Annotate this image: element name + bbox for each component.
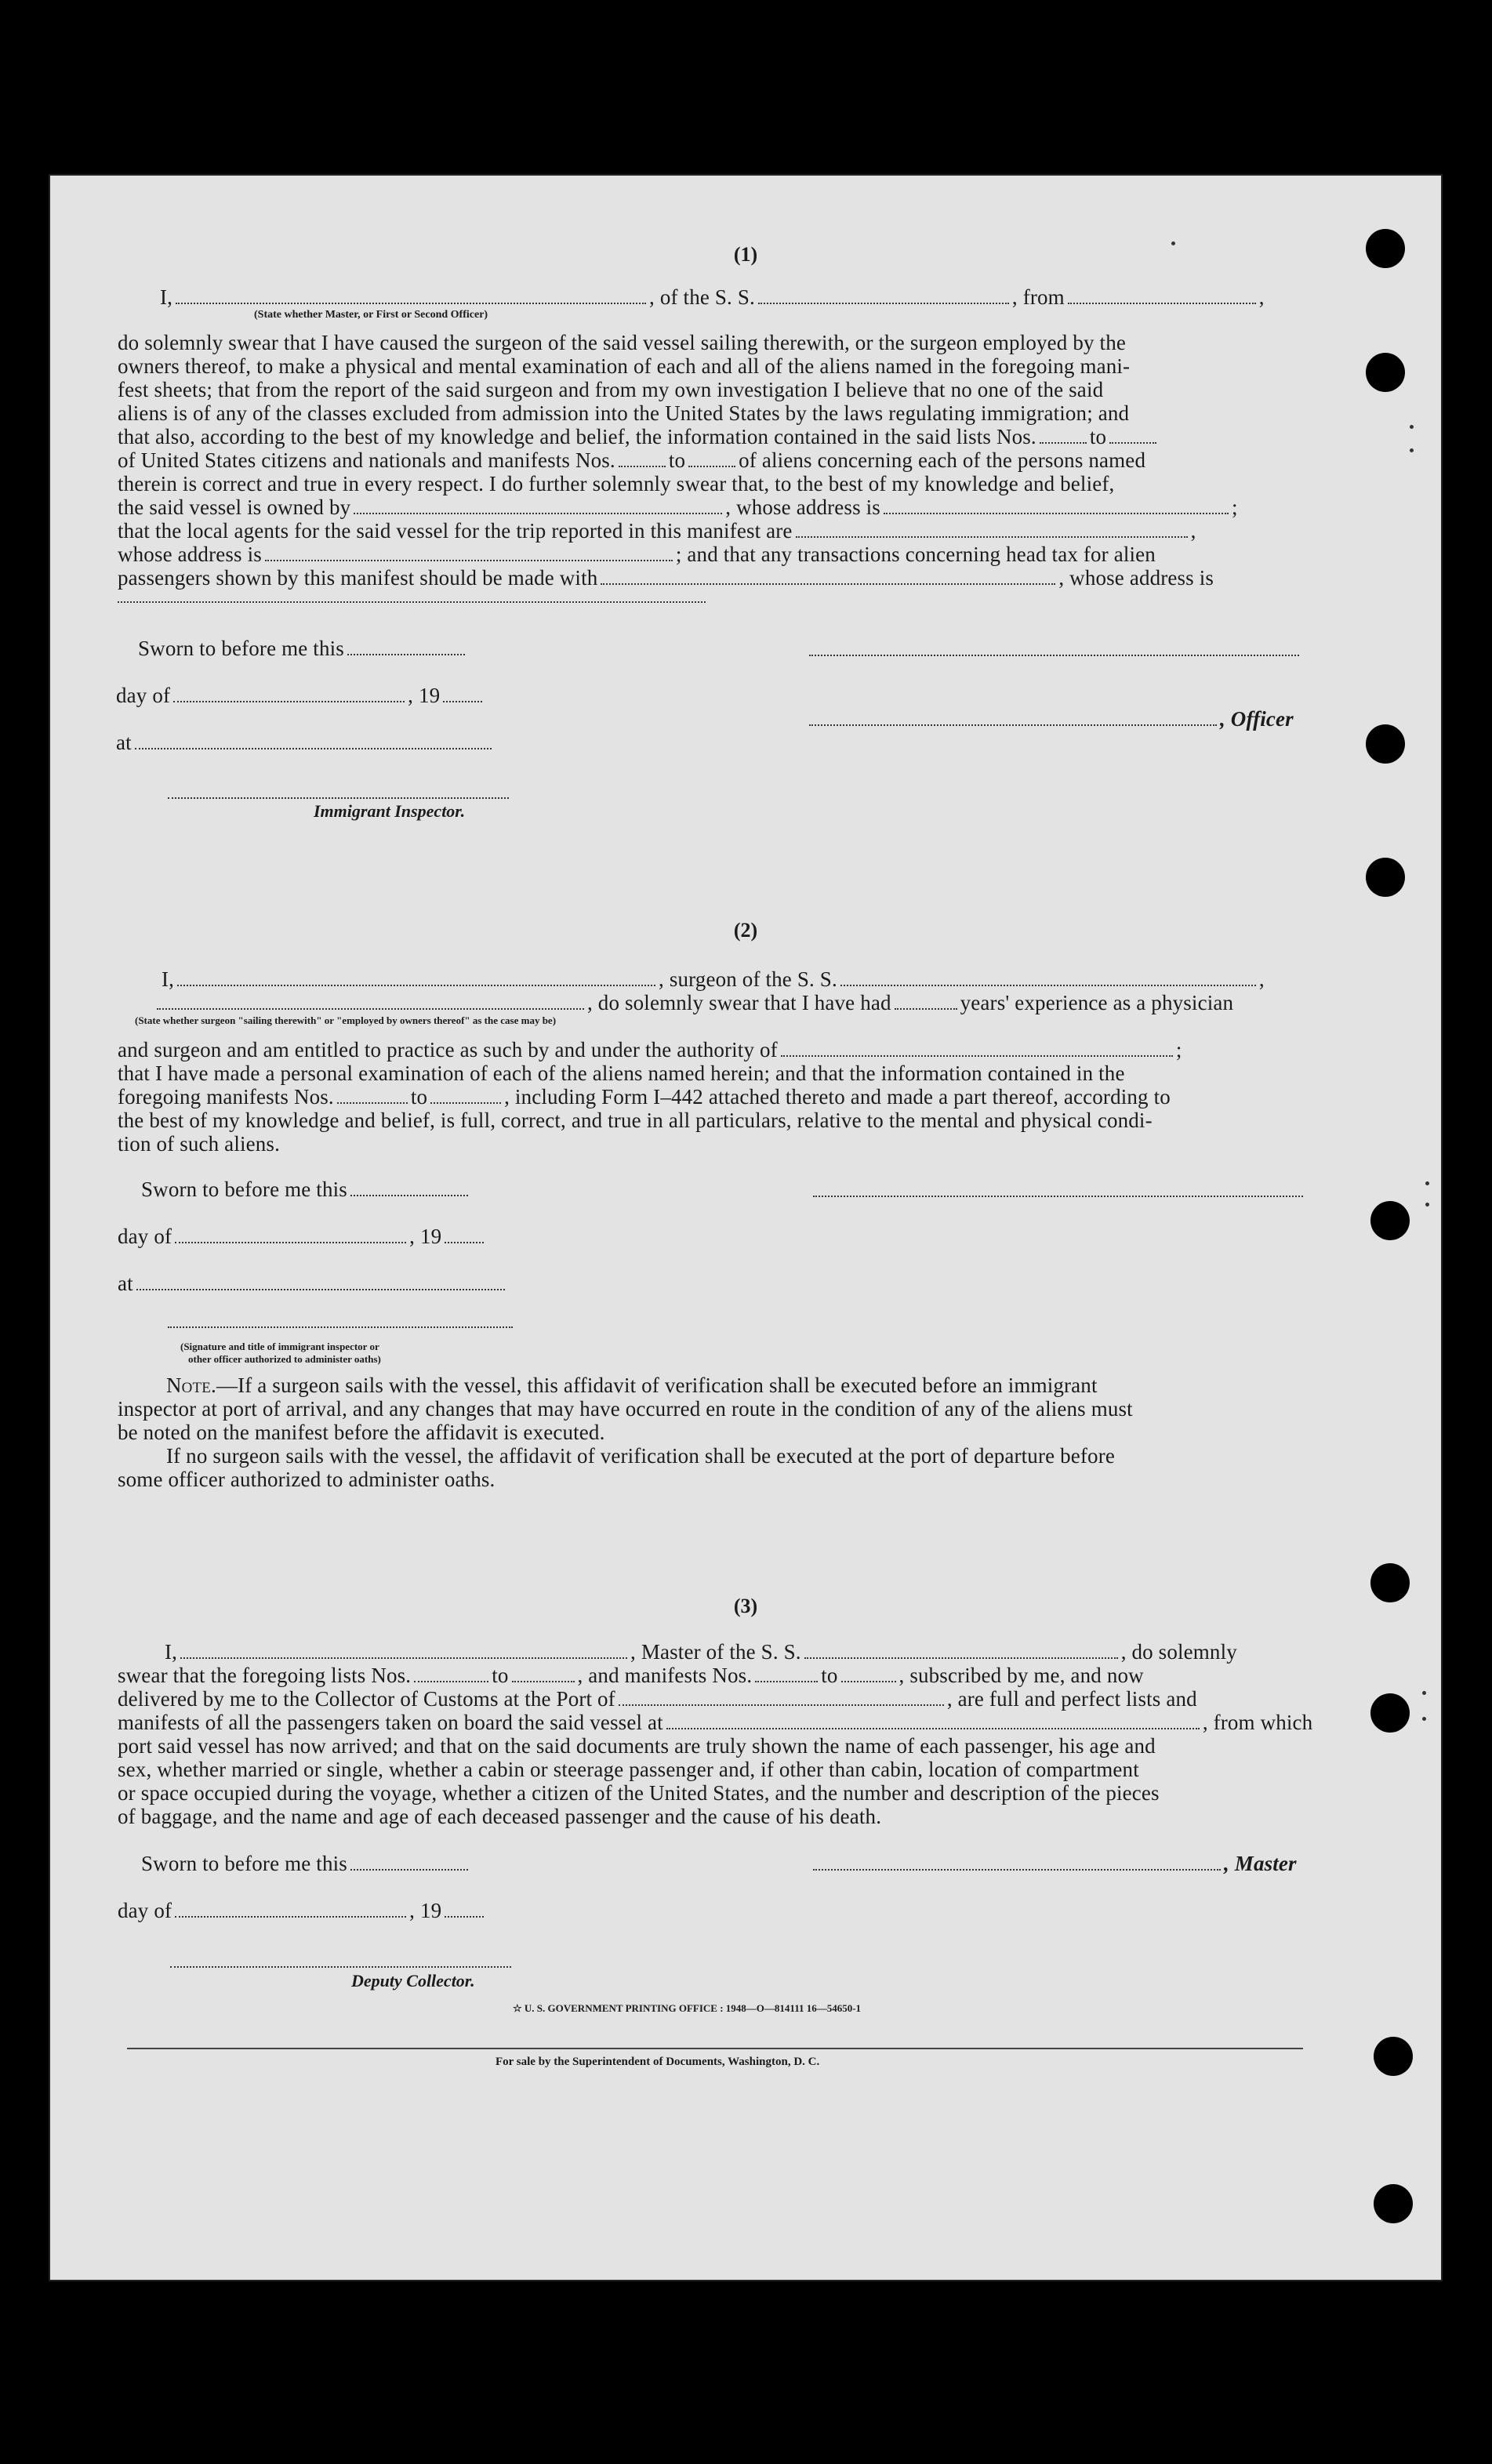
footer-sale-note: For sale by the Superintendent of Documents, Washington, D. C.: [496, 2056, 820, 2068]
s3-line-4: manifests of all the passengers taken on board the said vessel at , from which: [118, 1711, 1313, 1734]
s1-manifests-from-blank[interactable]: [619, 452, 666, 467]
s3-lists-to-blank[interactable]: [512, 1667, 575, 1682]
stray-mark: [1425, 1181, 1429, 1185]
s1-owner-address-blank[interactable]: [884, 499, 1229, 514]
s1-para-line-2: owners thereof, to make a physical and mental examination of each and all of the aliens named in the foregoing mani-: [118, 354, 1131, 378]
s1-inspector-signature-line[interactable]: [168, 797, 509, 799]
s1-vessel-blank[interactable]: [758, 288, 1009, 304]
section-3-number: (3): [733, 1595, 758, 1617]
binder-hole: [1370, 1201, 1410, 1240]
s3-lists-from-blank[interactable]: [414, 1667, 488, 1682]
s1-correct-line: therein is correct and true in every respect. I do further solemnly swear that, to the best of my knowledge and belief,: [118, 472, 1115, 495]
s2-line-7: tion of such aliens.: [118, 1132, 280, 1156]
s3-day-line: day of , 19: [118, 1899, 487, 1923]
s1-at-line: at: [116, 731, 495, 755]
section-2-number: (2): [733, 919, 758, 942]
s3-line-1: I, , Master of the S. S. , do solemnly: [165, 1640, 1237, 1664]
s3-para-line-1: port said vessel has now arrived; and that on the said documents are truly shown the name of each passenger, his age and: [118, 1734, 1156, 1758]
s3-collector-signature-line[interactable]: [170, 1966, 511, 1968]
binder-hole: [1366, 353, 1405, 392]
s1-address-continuation-blank[interactable]: [118, 601, 706, 603]
s1-para-line-1: do solemnly swear that I have caused the surgeon of the said vessel sailing therewith, or the surgeon employed by the: [118, 331, 1126, 354]
s3-line-3: delivered by me to the Collector of Customs at the Port of , are full and perfect lists and: [118, 1687, 1197, 1711]
binder-hole: [1374, 2184, 1413, 2223]
s1-lists-to-blank[interactable]: [1109, 428, 1156, 444]
s1-para-line-4: aliens is of any of the classes excluded from admission into the United States by the laws regulating immigration; and: [118, 401, 1130, 425]
stray-mark: [1410, 425, 1414, 429]
s2-note-label: Note.: [166, 1374, 216, 1397]
s2-vessel-blank[interactable]: [840, 971, 1256, 986]
s2-line-1: I, , surgeon of the S. S. ,: [162, 967, 1265, 991]
s2-sig-note-1: (Signature and title of immigrant inspector or: [180, 1341, 379, 1352]
s1-officer-line: , Officer: [809, 707, 1294, 731]
s1-sworn-day-blank[interactable]: [347, 640, 465, 655]
s2-at-blank[interactable]: [136, 1275, 505, 1290]
s3-para-line-2: sex, whether married or single, whether a cabin or steerage passenger and, if other than cabin, location of compartment: [118, 1758, 1139, 1781]
s2-sig-note-2: other officer authorized to administer oaths): [188, 1353, 381, 1365]
s2-manifests-to-blank[interactable]: [430, 1088, 501, 1104]
s3-vessel-blank[interactable]: [804, 1643, 1118, 1659]
s2-signature-line[interactable]: [813, 1196, 1303, 1197]
s1-citizens-line: of United States citizens and nationals and manifests Nos. to of aliens concerning each of the persons named: [118, 448, 1146, 472]
s1-agents-blank[interactable]: [796, 522, 1188, 538]
s2-surgeon-note: (State whether surgeon "sailing therewith" or "employed by owners thereof" as the case may be): [135, 1014, 557, 1026]
form-page: [49, 174, 1443, 2281]
s1-owner-blank[interactable]: [354, 499, 722, 514]
s2-day-line: day of , 19: [118, 1225, 487, 1249]
s3-year-blank[interactable]: [445, 1902, 484, 1918]
s1-passengers-line: passengers shown by this manifest should be made with , whose address is: [118, 566, 1214, 590]
stray-mark: [1171, 241, 1175, 245]
s1-lists-from-blank[interactable]: [1040, 428, 1087, 444]
s1-day-line: day of , 19: [116, 684, 485, 708]
s1-from-blank[interactable]: [1068, 288, 1256, 304]
s2-note2-line-1: If no surgeon sails with the vessel, the affidavit of verification shall be executed at the port of departure before: [166, 1444, 1115, 1468]
s2-line-5: foregoing manifests Nos. to , including Form I–442 attached thereto and made a part thereof, according to: [118, 1085, 1171, 1109]
s3-sworn-line: Sworn to before me this: [141, 1852, 471, 1876]
footer-rule: [127, 2048, 1303, 2049]
s3-master-name-blank[interactable]: [180, 1643, 627, 1659]
s3-para-line-3: or space occupied during the voyage, whether a citizen of the United States, and the number and description of the pieces: [118, 1781, 1160, 1805]
s2-at-line: at: [118, 1272, 508, 1296]
s1-month-blank[interactable]: [173, 687, 405, 702]
stray-mark: [1410, 448, 1414, 452]
s2-line-4: that I have made a personal examination of each of the aliens named herein; and that the information contained in the: [118, 1061, 1125, 1085]
stray-mark: [1425, 1203, 1429, 1207]
s2-note-line-2: inspector at port of arrival, and any changes that may have occurred en route in the condition of any of the aliens must: [118, 1397, 1133, 1421]
stray-mark: [1422, 1691, 1426, 1695]
binder-hole: [1366, 229, 1405, 268]
s1-name-blank[interactable]: [176, 288, 646, 304]
s3-sworn-day-blank[interactable]: [350, 1855, 468, 1871]
s1-whose-line: whose address is ; and that any transactions concerning head tax for alien: [118, 543, 1156, 566]
s1-agents-line: that the local agents for the said vessel for the trip reported in this manifest are ,: [118, 519, 1196, 543]
s2-surgeon-type-blank[interactable]: [157, 994, 584, 1010]
binder-hole: [1366, 858, 1405, 897]
s1-sworn-line: Sworn to before me this: [138, 637, 468, 661]
s1-line-1: I, , of the S. S. , from ,: [160, 285, 1265, 309]
s2-month-blank[interactable]: [175, 1228, 406, 1243]
s1-at-blank[interactable]: [135, 734, 492, 749]
s2-sworn-day-blank[interactable]: [350, 1181, 468, 1196]
s1-officer-blank[interactable]: [809, 710, 1217, 726]
binder-hole: [1366, 724, 1405, 764]
s1-owned-line: the said vessel is owned by , whose address is ;: [118, 495, 1238, 519]
s2-years-blank[interactable]: [895, 994, 957, 1010]
s3-manifests-from-blank[interactable]: [755, 1667, 818, 1682]
s1-manifests-to-blank[interactable]: [688, 452, 735, 467]
s3-line-2: swear that the foregoing lists Nos. to , and manifests Nos. to , subscribed by me, and now: [118, 1664, 1144, 1687]
s3-manifests-to-blank[interactable]: [841, 1667, 896, 1682]
s1-lists-line: that also, according to the best of my knowledge and belief, the information contained in the said lists Nos. to: [118, 425, 1160, 449]
s2-line-6: the best of my knowledge and belief, is full, correct, and true in all particulars, relative to the mental and physical condi-: [118, 1109, 1153, 1132]
s2-manifests-from-blank[interactable]: [337, 1088, 408, 1104]
s3-master-line: , Master: [813, 1852, 1297, 1876]
s1-inspector-label: Immigrant Inspector.: [314, 801, 466, 821]
s1-master-note: (State whether Master, or First or Second Officer): [254, 309, 488, 321]
stray-mark: [1422, 1717, 1426, 1721]
s2-line-3: and surgeon and am entitled to practice as such by and under the authority of ;: [118, 1038, 1182, 1061]
s3-master-signature-blank[interactable]: [813, 1855, 1221, 1871]
s2-inspector-signature-line[interactable]: [168, 1326, 513, 1328]
s2-surgeon-name-blank[interactable]: [177, 971, 655, 986]
s3-embark-port-blank[interactable]: [666, 1714, 1200, 1729]
s3-port-blank[interactable]: [619, 1690, 944, 1706]
s1-signature-line[interactable]: [809, 655, 1299, 656]
binder-hole: [1370, 1693, 1410, 1733]
binder-hole: [1370, 1563, 1410, 1602]
s1-year-blank[interactable]: [443, 687, 482, 702]
s1-head-tax-blank[interactable]: [601, 569, 1055, 585]
s2-line-2: , do solemnly swear that I have had years' experience as a physician: [118, 991, 1233, 1015]
binder-hole: [1374, 2037, 1413, 2076]
s1-agents-address-blank[interactable]: [265, 546, 673, 561]
s2-year-blank[interactable]: [445, 1228, 484, 1243]
s3-para-line-4: of baggage, and the name and age of each deceased passenger and the cause of his death.: [118, 1805, 882, 1828]
s2-authority-blank[interactable]: [781, 1041, 1173, 1057]
s3-collector-label: Deputy Collector.: [351, 1971, 475, 1990]
s2-note2-line-2: some officer authorized to administer oaths.: [118, 1468, 496, 1491]
section-1-number: (1): [733, 243, 758, 266]
s2-note-line-3: be noted on the manifest before the affidavit is executed.: [118, 1421, 605, 1444]
gpo-imprint: ☆ U. S. GOVERNMENT PRINTING OFFICE : 1948—O—814111 16—54650-1: [513, 2002, 862, 2014]
s3-month-blank[interactable]: [175, 1902, 406, 1918]
s2-sworn-line: Sworn to before me this: [141, 1178, 471, 1202]
s2-note-line-1: Note.—If a surgeon sails with the vessel, this affidavit of verification shall be executed before an immigrant: [166, 1374, 1098, 1397]
s1-para-line-3: fest sheets; that from the report of the said surgeon and from my own investigation I believe that no one of the said: [118, 378, 1104, 401]
